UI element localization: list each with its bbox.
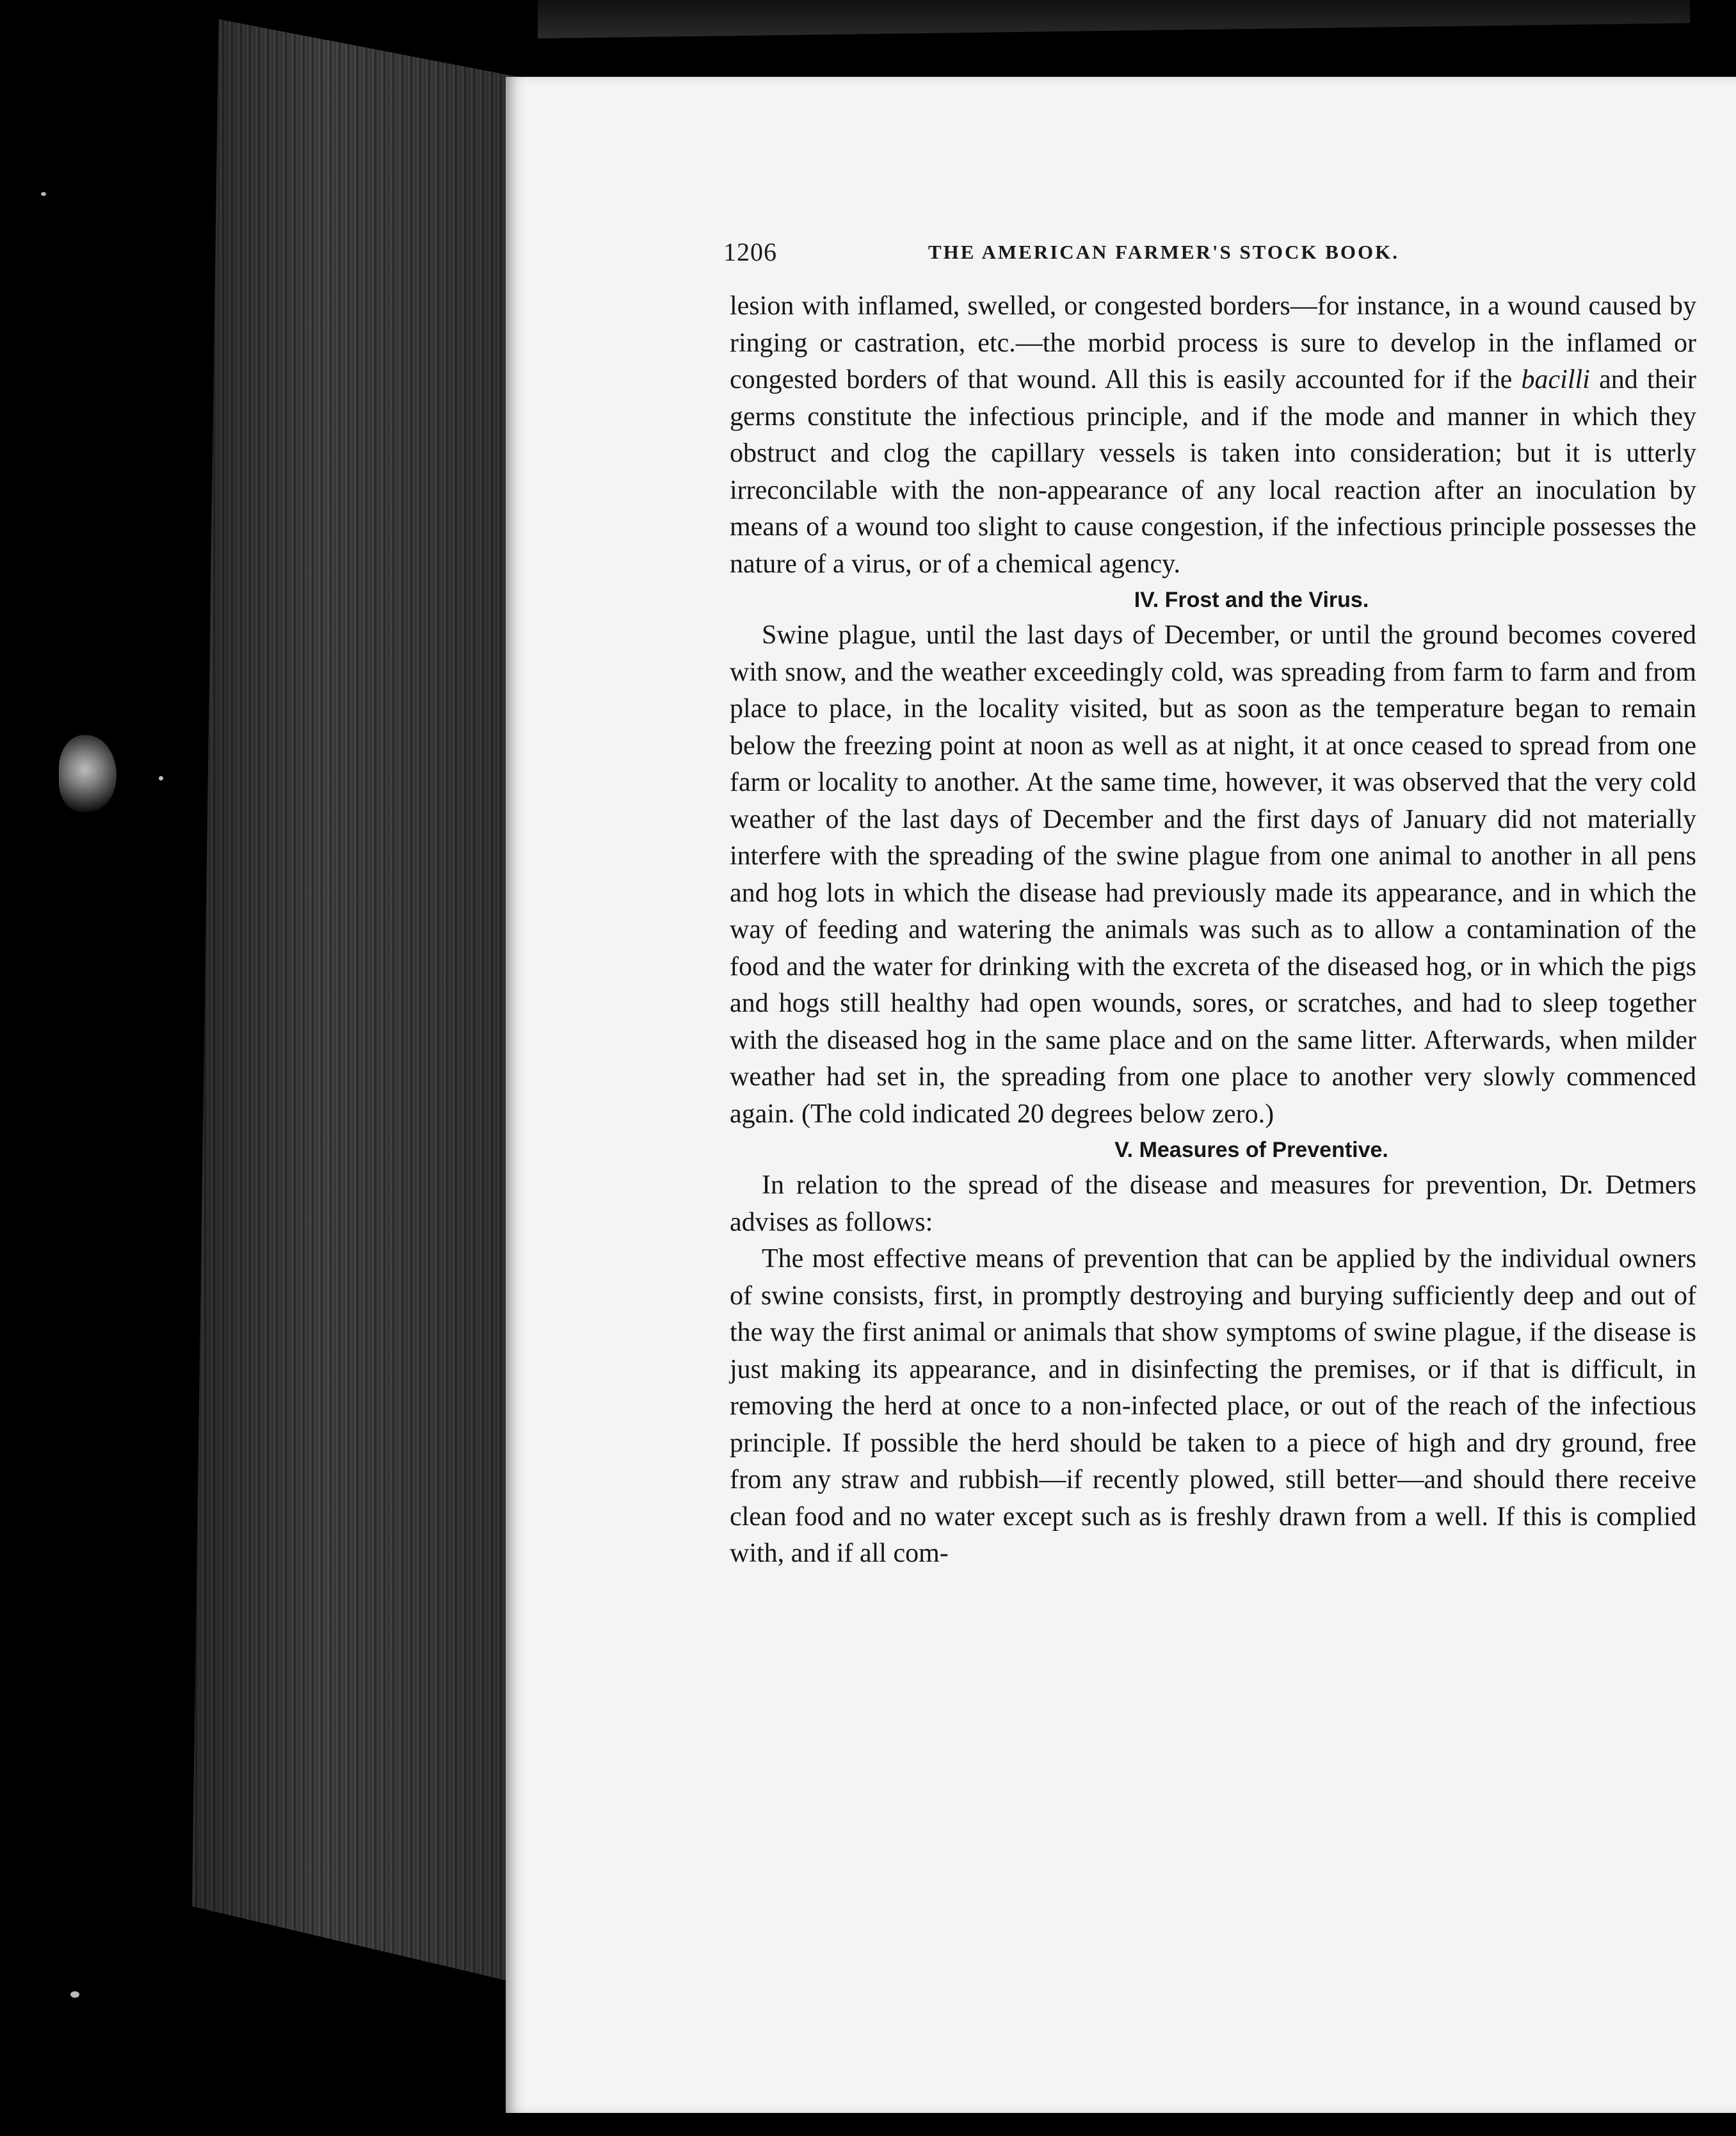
scan-speck: [159, 776, 163, 781]
italic-term: bacilli: [1521, 365, 1590, 394]
scan-artifact-stain: [59, 735, 117, 812]
book-top-edge: [538, 0, 1690, 38]
scan-speck: [41, 192, 46, 196]
section-heading-v: V. Measures of Preventive.: [1114, 1138, 1388, 1162]
running-header: [723, 237, 1466, 265]
paragraph-text: and their germs constitute the infectious principle, and if the mode and manner in which they obstruct and clog the capillary vessels is taken into consideration; but it is utterly irreconcilable with the non-appearance of any local reaction after an inoculation by means of a wound too slight to cause congestion, if the infectious principle possesses the nature of a virus, or of a chemical agency.: [730, 365, 1697, 579]
running-title: THE AMERICAN FARMER'S STOCK BOOK.: [928, 241, 1400, 263]
paragraph-relation: In relation to the spread of the disease and measures for prevention, Dr. Detmers advises as follows:: [730, 1170, 1696, 1237]
paragraph-prevention: The most effective means of prevention that can be applied by the individual owners of swine consists, first, in promptly destroying and burying sufficiently deep and out of the way the first animal or animals that show symptoms of swine plague, if the disease is just making its appearance, and in disinfecting the premises, or if that is difficult, in removing the herd at once to a non-infected place, or out of the reach of the infectious principle. If possible the herd should be taken to a piece of high and dry ground, free from any straw and rubbish—if recently plowed, still better—and should there receive clean food and no water except such as is freshly drawn from a well. If this is complied with, and if all com-: [730, 1244, 1696, 1568]
section-heading-iv: IV. Frost and the Virus.: [1134, 588, 1369, 612]
scan-speck: [70, 1991, 79, 1998]
page-number: 1206: [723, 238, 777, 266]
scan-bottom-edge: [506, 2113, 1736, 2136]
book-page-edges-shadow: [192, 19, 525, 1985]
paragraph-frost: Swine plague, until the last days of December, or until the ground becomes covered with snow, and the weather exceedingly cold, was spreading from farm to farm and from place to place, in the locality visited, but as soon as the temperature began to remain below the freezing point at noon as well as at night, it at once ceased to spread from one farm or locality to another. At the same time, however, it was observed that the very cold weather of the last days of December and the first days of January did not materially interfere with the spreading of the swine plague from one animal to another in all pens and hog lots in which the disease had previously made its appearance, and in which the way of feeding and watering the animals was such as to allow a contamination of the food and the water for drinking with the excreta of the diseased hog, or in which the pigs and hogs still healthy had open wounds, sores, or scratches, and had to sleep together with the diseased hog in the same place and on the same litter. Afterwards, when milder weather had set in, the spreading from one place to another very slowly commenced again. (The cold indicated 20 degrees below zero.): [730, 620, 1696, 1129]
paragraph-text: lesion with inflamed, swelled, or congested borders—for instance, in a wound caused by ringing or castration, etc.—the morbid process is sure to develop in the inflamed or congested borders of that wound. All this is easily accounted for if the: [730, 291, 1696, 394]
paragraph-lesion: [730, 288, 1696, 583]
page-body: [730, 288, 1696, 1573]
